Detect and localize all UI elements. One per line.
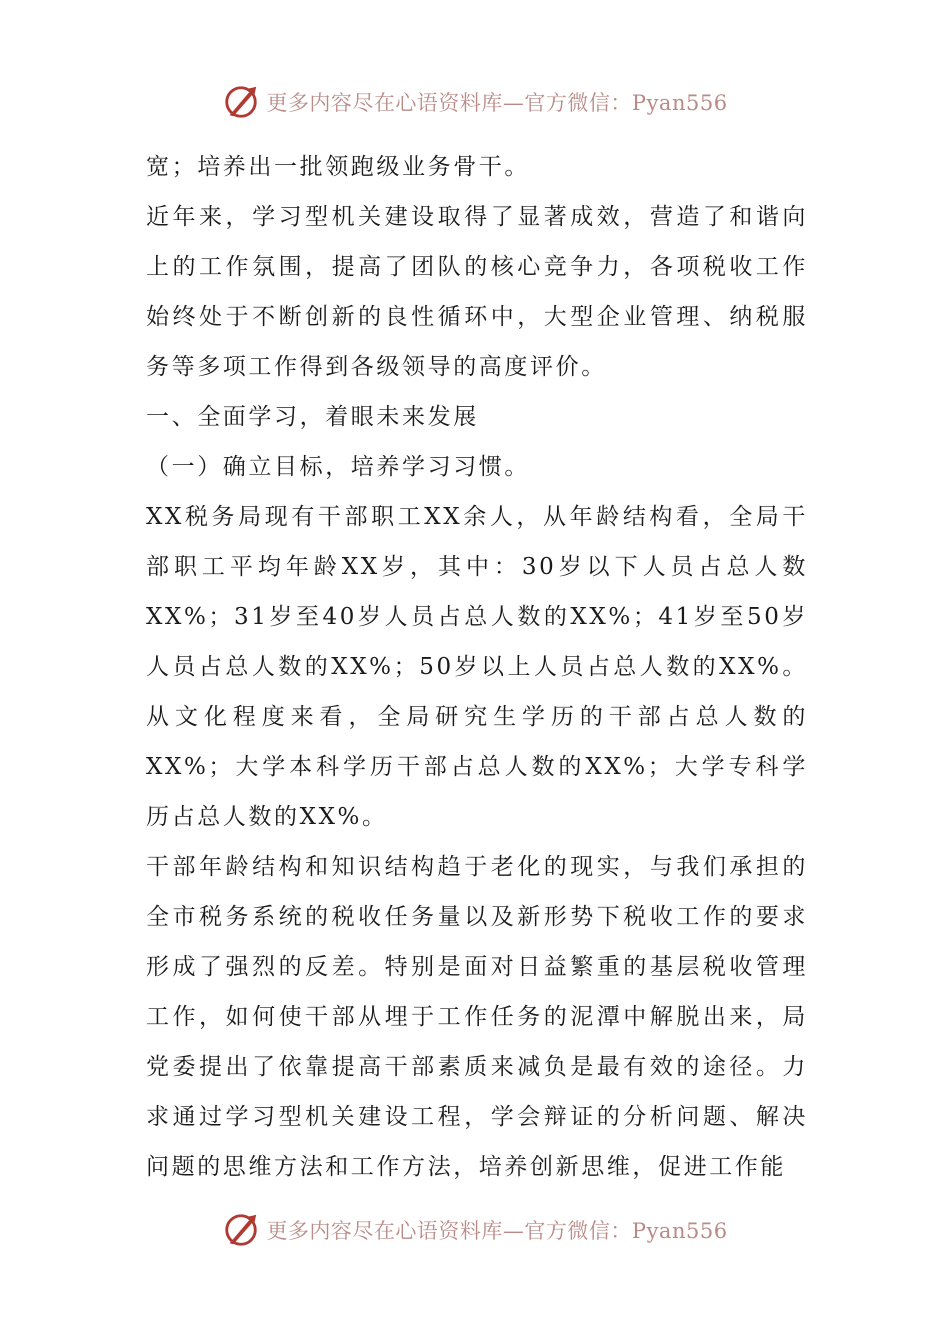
document-body [146, 142, 808, 1192]
subsection-heading: （一）确立目标，培养学习习惯。 [146, 454, 530, 480]
footer-watermark [0, 1208, 950, 1252]
paragraph: 干部年龄结构和知识结构趋于老化的现实，与我们承担的全市税务系统的税收任务量以及新形势下税收工作的要求形成了强烈的反差。特别是面对日益繁重的基层税收管理工作，如何使干部从埋于工作任务的泥潭中解脱出来，局党委提出了依靠提高干部素质来减负是最有效的途径。力求通过学习型机关建设工程，学会辩证的分析问题、解决问题的思维方法和工作方法，培养创新思维，促进工作能 [146, 854, 808, 1180]
paragraph: XX税务局现有干部职工XX余人，从年龄结构看，全局干部职工平均年龄XX岁，其中：30岁以下人员占总人数XX%；31岁至40岁人员占总人数的XX%；41岁至50岁人员占总人数的XX%；50岁以上人员占总人数的XX%。从文化程度来看，全局研究生学历的干部占总人数的XX%；大学本科学历干部占总人数的XX%；大学专科学历占总人数的XX%。 [146, 504, 808, 830]
paragraph: 宽；培养出一批领跑级业务骨干。 [146, 154, 530, 180]
section-heading: 一、全面学习，着眼未来发展 [146, 404, 479, 430]
quill-logo-icon [222, 83, 260, 121]
quill-logo-icon [222, 1211, 260, 1249]
header-watermark [0, 80, 950, 124]
watermark-text: 更多内容尽在心语资料库—官方微信：Pyan556 [266, 91, 728, 115]
watermark-text: 更多内容尽在心语资料库—官方微信：Pyan556 [266, 1219, 728, 1243]
paragraph: 近年来，学习型机关建设取得了显著成效，营造了和谐向上的工作氛围，提高了团队的核心竞争力，各项税收工作始终处于不断创新的良性循环中，大型企业管理、纳税服务等多项工作得到各级领导的高度评价。 [146, 204, 808, 380]
